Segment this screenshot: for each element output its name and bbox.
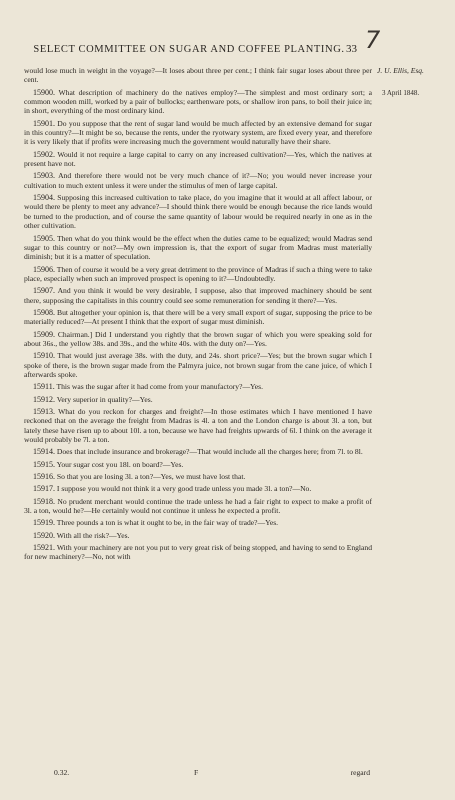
question-number: 15913.	[33, 407, 55, 416]
question-text: That would just average 38s. with the duty, and 24s. short price?—Yes; but the brown sugar which I spoke of there, is the brown sugar made from the Palmyra juice, not brown sugar from the cane juice, of which I afterwards spoke.	[24, 351, 372, 379]
question-text: This was the sugar after it had come from your manufactory?—Yes.	[56, 382, 263, 392]
testimony-paragraph	[24, 66, 372, 85]
question-number: 15910.	[33, 351, 55, 361]
testimony-paragraph	[24, 330, 372, 349]
testimony-paragraph	[24, 407, 372, 444]
handwritten-page-mark: 7	[365, 26, 381, 54]
question-text: Then of course it would be a very great detriment to the province of Madras if such a thing were to take place, especially when such an improved prospect is opening to it?—Undoubtedly.	[24, 264, 372, 283]
question-text: But altogether your opinion is, that there will be a very small export of sugar, supposing the price to be materially reduced?—At present I think that the export of sugar must diminish.	[24, 307, 372, 327]
question-text: With your machinery are not you put to very great risk of being stopped, and having to send to England for new machinery?—No, not with	[24, 543, 372, 562]
question-number: 15908.	[33, 307, 55, 317]
question-number: 15920.	[33, 530, 55, 540]
testimony-paragraph	[24, 351, 372, 379]
question-text: What description of machinery do the natives employ?—The simplest and most ordinary sort; a common wooden mill, worked by a pair of bullocks; earthenware pots, or shallow iron pans, to boil their juice in; in short, everything of the most ordinary kind.	[24, 87, 372, 116]
testimony-paragraph	[24, 150, 372, 169]
question-text: Does that include insurance and brokerage?—That would include all the charges here; from 7l. to 8l.	[56, 447, 363, 457]
testimony-paragraph	[24, 265, 372, 284]
question-text: So that you are losing 3l. a ton?—Yes, we must have lost that.	[56, 472, 246, 482]
testimony-body	[24, 66, 372, 756]
question-number: 15909.	[33, 329, 55, 339]
question-number: 15901.	[33, 118, 55, 128]
testimony-paragraph	[24, 531, 372, 540]
testimony-paragraph	[24, 472, 372, 481]
margin-date: 3 April 1848.	[382, 89, 420, 97]
question-text: Would it not require a large capital to carry on any increased cultivation?—Yes, which the natives at present have not.	[24, 149, 372, 169]
question-number: 15907.	[33, 286, 55, 296]
question-number: 15904.	[33, 193, 55, 203]
question-text: Do you suppose that the rent of sugar land would be much affected by an extensive demand for sugar in this country?—It might be so, because the rents, under the ryotwary system, are fixed every year, and therefore it is very likely that if profits were increasing much the government would naturally have their share.	[24, 118, 372, 147]
question-text: With all the risk?—Yes.	[56, 530, 130, 540]
question-number: 15919.	[33, 518, 55, 528]
signature-mark: 0.32.	[54, 768, 70, 777]
question-number: 15900.	[33, 87, 55, 97]
question-number: 15911.	[33, 382, 55, 392]
question-text: Then what do you think would be the effect when the duties came to be equalized; would Madras send sugar to this country or not?—My own impression is, that the export of sugar from Madras must materially diminish; but it is a matter of speculation.	[24, 233, 372, 262]
question-text: I suppose you would not think it a very good trade unless you made 3l. a ton?—No.	[56, 484, 312, 494]
question-text: Three pounds a ton is what it ought to be, in the fair way of trade?—Yes.	[56, 518, 279, 528]
testimony-paragraph	[24, 460, 372, 469]
question-text: And therefore there would not be very much chance of it?—No; you would never increase your cultivation to much extent unless it were under the stimulus of men of large capital.	[24, 171, 372, 190]
page-number: 33	[346, 43, 357, 55]
question-number: 15921.	[33, 543, 55, 553]
question-number: 15906.	[33, 264, 55, 274]
question-text: Your sugar cost you 18l. on board?—Yes.	[56, 459, 184, 469]
question-text: What do you reckon for charges and freight?—In those estimates which I have mentioned I have reckoned that on the average the freight from Madras is 4l. a ton and the London charge is about 3l. a ton, but lately these have risen up to about 10l. a ton, because we have had freights upwards of 6l. I think on the average it would probably be 7l. a ton.	[24, 407, 372, 445]
testimony-paragraph	[24, 484, 372, 493]
question-text: Supposing this increased cultivation to take place, do you imagine that it would at all affect labour, or would there be plenty to meet any advance?—I should think there would be enough because the rice lands would be turned to the production, and of course the same quantity of labour would be required nearly in one as in the other cultivation.	[24, 193, 372, 231]
testimony-paragraph	[24, 497, 372, 516]
question-number: 15902.	[33, 149, 55, 159]
question-number: 15914.	[33, 447, 55, 457]
testimony-paragraph	[24, 234, 372, 262]
gathering-mark: F	[194, 768, 199, 777]
question-number: 15917.	[33, 484, 55, 494]
testimony-paragraph	[24, 382, 372, 391]
question-number: 15918.	[33, 496, 55, 506]
question-number: 15912.	[33, 394, 55, 404]
running-header: SELECT COMMITTEE ON SUGAR AND COFFEE PLANTING.	[33, 44, 345, 55]
testimony-paragraph	[24, 447, 372, 456]
testimony-paragraph	[24, 119, 372, 147]
catchword: regard	[350, 768, 370, 777]
question-text: Very superior in quality?—Yes.	[56, 394, 153, 404]
testimony-paragraph	[24, 171, 372, 190]
question-number: 15916.	[33, 472, 55, 482]
question-number: 15915.	[33, 459, 55, 469]
question-number: 15905.	[33, 233, 55, 243]
question-text: No prudent merchant would continue the trade unless he had a fair right to expect to make a profit of 3l. a ton, would he?—He certainly would not continue it unless he expected a profit.	[24, 496, 372, 516]
margin-witness-name: J. U. Ellis, Esq.	[377, 66, 424, 75]
question-text: Chairman.] Did I understand you rightly that the brown sugar of which you were speaking sold for about 36s., the yellow 38s. and 39s., and the white 40s. with the duty on?—Yes.	[24, 329, 372, 348]
testimony-paragraph	[24, 308, 372, 327]
testimony-paragraph	[24, 395, 372, 404]
testimony-paragraph	[24, 543, 372, 562]
testimony-paragraph	[24, 286, 372, 305]
question-text: would lose much in weight in the voyage?—It loses about three per cent.; I think fair sugar loses about three per cent.	[24, 66, 372, 85]
testimony-paragraph	[24, 193, 372, 230]
page-footer	[24, 768, 372, 778]
testimony-paragraph	[24, 518, 372, 527]
question-text: And you think it would be very desirable, I suppose, also that improved machinery should be sent there, supposing the capitalists in this country could see some remuneration for sending it there?—Yes.	[24, 286, 372, 305]
question-number: 15903.	[33, 171, 55, 181]
testimony-paragraph	[24, 88, 372, 116]
